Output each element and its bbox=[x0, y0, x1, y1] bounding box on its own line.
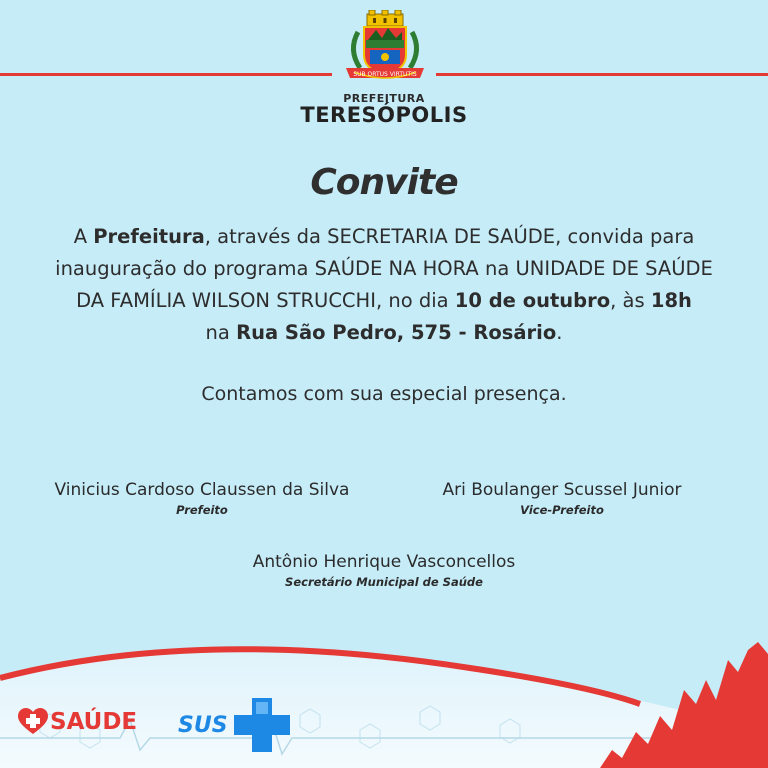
signature-name: Ari Boulanger Scussel Junior bbox=[442, 480, 682, 500]
footer-wave-decoration bbox=[0, 620, 768, 768]
event-address: Rua São Pedro, 575 - Rosário bbox=[236, 321, 557, 344]
text-segment: , através da SECRETARIA DE SAÚDE, convida para bbox=[204, 225, 695, 248]
signature-name: Antônio Henrique Vasconcellos bbox=[252, 552, 516, 572]
body-line-4 bbox=[0, 317, 768, 349]
signature-role: Secretário Municipal de Saúde bbox=[285, 575, 483, 589]
body-line-3 bbox=[0, 285, 768, 317]
text-segment: DA FAMÍLIA WILSON STRUCCHI, no dia bbox=[76, 289, 455, 312]
signature-name: Vinicius Cardoso Claussen da Silva bbox=[54, 480, 350, 500]
sus-logo bbox=[178, 696, 294, 754]
heart-cross-icon bbox=[18, 708, 48, 736]
saude-label: SAÚDE bbox=[50, 709, 138, 735]
header-divider-right bbox=[436, 73, 768, 76]
signature-vice-mayor bbox=[412, 480, 712, 517]
signature-role: Prefeito bbox=[176, 503, 228, 517]
body-line-1 bbox=[0, 221, 768, 253]
signature-secretary bbox=[184, 552, 584, 589]
closing-line: Contamos com sua especial presença. bbox=[201, 383, 567, 405]
text-segment: A bbox=[73, 225, 94, 248]
bold-segment: Prefeitura bbox=[93, 225, 205, 248]
prefeitura-label: PREFEITURA bbox=[343, 92, 425, 105]
svg-text:SUB ORTUS VIRTUTIS: SUB ORTUS VIRTUTIS bbox=[353, 71, 417, 78]
city-name: TERESÓPOLIS bbox=[300, 103, 468, 127]
signature-mayor bbox=[28, 480, 376, 517]
invitation-title: Convite bbox=[310, 162, 458, 203]
text-segment: na bbox=[205, 321, 237, 344]
text-segment: . bbox=[556, 321, 563, 344]
event-time: 18h bbox=[650, 289, 692, 312]
signature-role: Vice-Prefeito bbox=[520, 503, 604, 517]
text-segment: , às bbox=[610, 289, 651, 312]
event-date: 10 de outubro bbox=[454, 289, 611, 312]
header-divider-left bbox=[0, 73, 332, 76]
sus-label: SUS bbox=[178, 712, 228, 738]
medical-cross-icon bbox=[230, 696, 294, 754]
coat-of-arms-icon bbox=[340, 10, 430, 88]
body-line-2: inauguração do programa SAÚDE NA HORA na UNIDADE DE SAÚDE bbox=[55, 257, 713, 280]
invitation-body bbox=[0, 221, 768, 349]
saude-logo bbox=[18, 708, 137, 736]
